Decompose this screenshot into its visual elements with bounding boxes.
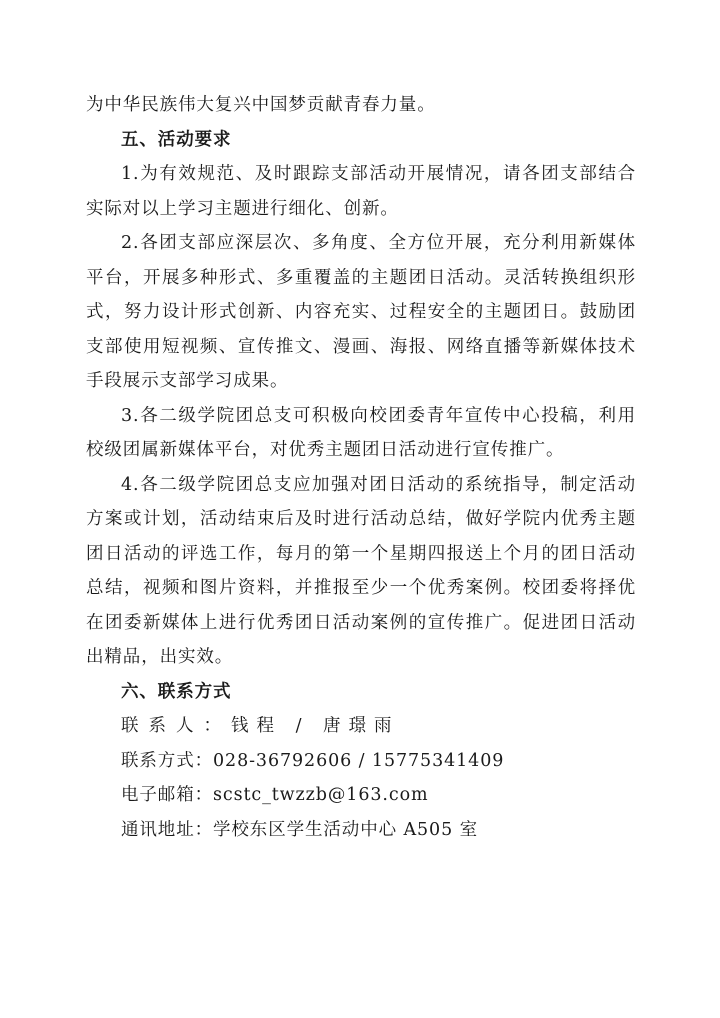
contact-email-value: scstc_twzzb@163.com: [213, 785, 429, 805]
section-5-heading: 五、活动要求: [121, 129, 232, 150]
contact-person-label: 联系人：: [121, 716, 231, 736]
requirement-item-2: 2.各团支部应深层次、多角度、全方位开展，充分利用新媒体平台，开展多种形式、多重覆盖的主题团日活动。灵活转换组织形式，努力设计形式创新、内容充实、过程安全的主题团日。鼓励团支部使用短视频、宣传推文、漫画、海报、网络直播等新媒体技术手段展示支部学习成果。: [86, 233, 636, 391]
section-6-heading: 六、联系方式: [121, 681, 232, 702]
requirement-item-4: 4.各二级学院团总支应加强对团日活动的系统指导，制定活动方案或计划，活动结束后及时进行活动总结，做好学院内优秀主题团日活动的评选工作，每月的第一个星期四报送上个月的团日活动总结，视频和图片资料，并推报至少一个优秀案例。校团委将择优在团委新媒体上进行优秀团日活动案例的宣传推广。促进团日活动出精品，出实效。: [86, 474, 636, 667]
contact-address-value: 学校东区学生活动中心 A505 室: [213, 819, 478, 840]
contact-address-label: 通讯地址：: [121, 819, 213, 840]
requirement-item-3: 3.各二级学院团总支可积极向校团委青年宣传中心投稿，利用校级团属新媒体平台，对优秀主题团日活动进行宣传推广。: [86, 405, 636, 460]
requirement-item-1: 1.为有效规范、及时跟踪支部活动开展情况，请各团支部结合实际对以上学习主题进行细化、创新。: [86, 164, 636, 219]
contact-person-value: 钱程 / 唐璟雨: [231, 716, 400, 736]
contact-phone-label: 联系方式：: [121, 750, 213, 771]
contact-person: [86, 709, 636, 744]
contact-email-label: 电子邮箱：: [121, 785, 213, 805]
contact-address: [86, 813, 636, 848]
contact-email: [86, 778, 636, 813]
document-body: [86, 88, 636, 847]
intro-line: 为中华民族伟大复兴中国梦贡献青春力量。: [86, 95, 436, 115]
contact-phone-value: 028-36792606 / 15775341409: [213, 750, 505, 771]
contact-phone: [86, 744, 636, 779]
